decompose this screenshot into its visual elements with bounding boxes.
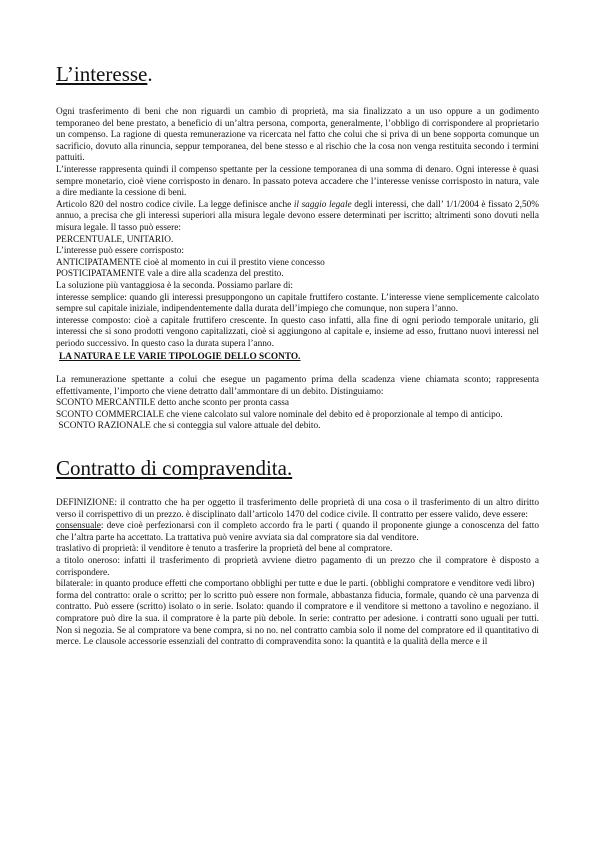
paragraph: La soluzione più vantaggiosa è la seconda. Possiamo parlare di:: [56, 280, 294, 291]
paragraph: interesse semplice: quando gli interessi presuppongono un capitale fruttifero costante. L’interesse viene semplicemente calcolato sempre sul capitale iniziale, indipendentemente dalla durata dell’impiego che comunque, non supera l’anno.: [56, 292, 539, 315]
paragraph: Ogni trasferimento di beni che non riguardi un cambio di proprietà, ma sia finalizzato a un uso oppure a un godimento temporaneo del bene prestato, a beneficio di un’altra persona, comporta, generalmente, l’obbligo di corrispondere al proprietario un compenso. La ragione di questa remunerazione va ricercata nel fatto che colui che si priva di un bene sopporta comunque un sacrificio, dovuto alla rinuncia, seppur temporanea, del bene stesso e al rischio che la cosa non venga restituita secondo i termini pattuiti.: [56, 107, 539, 164]
paragraph: [56, 200, 539, 235]
paragraph: [56, 521, 539, 544]
paragraph: a titolo oneroso: infatti il trasferimento di proprietà avviene dietro pagamento di un prezzo che il compratore è disposto a corrispondere.: [56, 556, 539, 578]
paragraph: SCONTO MERCANTILE detto anche sconto per pronta cassa: [56, 398, 289, 409]
paragraph: ANTICIPATAMENTE cioè al momento in cui il prestito viene concesso: [56, 257, 325, 268]
paragraph: SCONTO COMMERCIALE che viene calcolato sul valore nominale del debito ed è proporzionale al tempo di anticipo.: [56, 409, 503, 420]
paragraph-text: : deve cioè perfezionarsi con il completo accordo fra le parti ( quando il proponente giunge a conoscenza del fatto che l’altra parte ha accettato. La trattativa può venire avviata sia dal compratore sia dal venditore.: [56, 521, 539, 543]
paragraph: L’interesse rappresenta quindi il compenso spettante per la cessione temporanea di una somma di denaro. Ogni interesse è quasi sempre monetario, cioè viene corrisposto in denaro. In passato poteva accadere che l’interesse venisse corrisposto in natura, vale a dire mediante la cessione di beni.: [56, 164, 539, 199]
paragraph: PERCENTUALE, UNITARIO.: [56, 234, 174, 245]
paragraph: traslativo di proprietà: il venditore è tenuto a trasferire la proprietà del bene al compratore.: [56, 544, 393, 555]
document-page: [56, 62, 539, 649]
section-title-compravendita: Contratto di compravendita.: [56, 456, 293, 481]
paragraph-text: degli interessi, che dall’ 1/1/2004 è fissato 2,50% annuo, a precisa che gli interessi superiori alla misura legale devono essere determinati per iscritto; altrimenti sono dovuti nella misura legale. Il tasso può essere:: [56, 199, 539, 233]
paragraph: DEFINIZIONE: il contratto che ha per oggetto il trasferimento delle proprietà di una cosa o il trasferimento di un altro diritto verso il corrispettivo di un prezzo. è disciplinato dall’articolo 1470 del codice civile. Il contratto per essere valido, deve essere:: [56, 498, 539, 520]
paragraph: interesse composto: cioè a capitale fruttifero crescente. In questo caso infatti, alla fine di ogni periodo temporale unitario, gli interessi che si sono prodotti vengono capitalizzati, cioè si aggiungono al capitale e, insieme ad esso, fruttano nuovi interessi nel periodo successivo. In questo caso la durata supera l’anno.: [56, 315, 539, 349]
paragraph: L’interesse può essere corrisposto:: [56, 246, 184, 257]
section-title-text: L’interesse: [56, 62, 148, 86]
paragraph: SCONTO RAZIONALE che si conteggia sul valore attuale del debito.: [56, 421, 321, 432]
italic-term: il saggio legale: [293, 199, 352, 210]
underlined-term: consensuale: [56, 521, 101, 532]
paragraph: forma del contratto: orale o scritto; per lo scritto può essere non formale, abbastanza fiducia, formale, quando cè una parvenza di contratto. Può essere (scritto) isolato o in serie. Isolato: quando il compratore e il venditore si mettono a tavolino e negoziano. il compratore può dire la sua. il compratore è la parte più debole. In serie: contratto per adesione. i contratti sono uguali per tutti. Non si negozia. Se al compratore va bene compra, si no no. nel contratto cambia solo il nome del compratore ed il quantitativo di merce. Le clausole accessorie essenziali del contratto di compravendita sono: la quantità e la qualità della merce e il: [56, 590, 539, 648]
subheading-sconto: LA NATURA E LE VARIE TIPOLOGIE DELLO SCONTO.: [59, 352, 301, 363]
section-title-interesse: [56, 62, 539, 86]
paragraph: bilaterale: in quanto produce effetti che comportano obblighi per tutte e due le parti. (obblighi compratore e venditore vedi libro): [56, 579, 535, 590]
paragraph: La remunerazione spettante a colui che esegue un pagamento prima della scadenza viene chiamata sconto; rappresenta effettivamente, l’importo che viene detratto dall’ammontare di un debito. Distinguiamo:: [56, 375, 539, 397]
paragraph: POSTICIPATAMENTE vale a dire alla scadenza del prestito.: [56, 269, 284, 280]
paragraph-text: Articolo 820 del nostro codice civile. La legge definisce anche: [56, 199, 294, 210]
section-title-dot: .: [147, 62, 153, 86]
